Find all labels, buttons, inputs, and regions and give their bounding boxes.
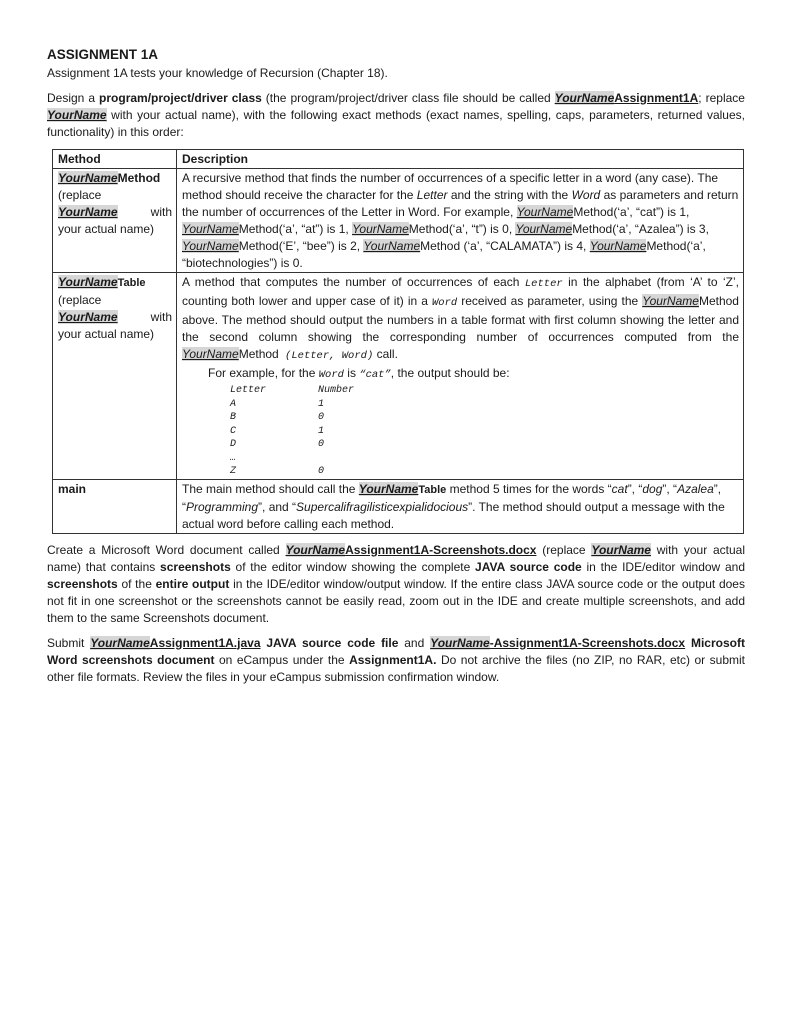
- methods-table: [52, 149, 744, 534]
- method-name-cell: YourNameTable (replace YourName with your actual name): [53, 273, 177, 480]
- design-paragraph: Design a program/project/driver class (the program/project/driver class file should be called YourNameAssignment1A; replace YourName with your actual name), with the following exact methods (exact names, spelling, caps, parameters, returned values, functionality) in this order:: [47, 91, 745, 139]
- example-line: For example, for the Word is “cat”, the output should be:: [208, 366, 510, 381]
- output-row: C 1: [230, 425, 325, 437]
- submit-paragraph: Submit YourNameAssignment1A.java JAVA source code file and YourName-Assignment1A-Screenshots.docx Microsoft Word screenshots document on eCampus under the Assignment1A. Do not archive the files (no ZIP, no RAR, etc) or submit other file formats. Review the files in your eCampus submission confirmation window.: [47, 635, 746, 684]
- method-description-cell: A method that computes the number of occurrences of each Letter in the alphabet (from ‘A’ to ‘Z’, counting both lower and upper case of it) in a Word received as parameter, using the YourNameMethod above. The method should output the numbers in a table format with first column showing the letter and the second column showing the corresponding number of occurrences computed from the YourNameMethod (Letter, Word) call. For example, for the Word is “cat”, the output should be: Letter Number A 1 B 0 C 1 D 0 … Z 0: [177, 273, 744, 480]
- output-header-row: Letter Number: [230, 385, 355, 396]
- table-header-row: [53, 150, 744, 169]
- example-output-table: [230, 384, 354, 479]
- method-description-cell: The main method should call the YourNameTable method 5 times for the words “cat”, “dog”, “Azalea”, “Programming”, and “Supercalifragilisticexpialidocious”. The method should output a message with the actual word before calling each method.: [177, 479, 744, 533]
- table-row: [53, 479, 744, 533]
- table-row: [53, 273, 744, 480]
- intro-text: Assignment 1A tests your knowledge of Recursion (Chapter 18).: [47, 66, 388, 80]
- assignment-document: [47, 46, 745, 686]
- header-method: Method: [53, 150, 177, 169]
- output-row: A 1: [230, 398, 325, 410]
- output-row: Z 0: [230, 466, 325, 477]
- method-name-cell: main: [53, 479, 177, 533]
- create-paragraph: Create a Microsoft Word document called YourNameAssignment1A-Screenshots.docx (replace YourName with your actual name) that contains screenshots of the editor window showing the complete JAVA source code in the IDE/editor window and screenshots of the entire output in the IDE/editor window/output window. If the entire class JAVA source code or the output does not fit in one screenshot or the screenshots cannot be easily read, zoom out in the IDE and create multiple screenshots, and add them to the same Screenshots document.: [47, 542, 746, 625]
- output-row: B 0: [230, 412, 325, 423]
- method-name-cell: YourNameMethod (replace YourName with your actual name): [53, 169, 177, 273]
- table-row: [53, 169, 744, 273]
- output-row: D 0: [230, 439, 325, 450]
- method-description-cell: A recursive method that finds the number of occurrences of a specific letter in a word (any case). The method should receive the character for the Letter and the string with the Word as parameters and return the number of occurrences of the Letter in Word. For example, YourNameMethod(‘a’, “cat”) is 1, YourNameMethod(‘a’, “at”) is 1, YourNameMethod(‘a’, “t”) is 0, YourNameMethod(‘a’, “Azalea”) is 3, YourNameMethod(‘E’, “bee”) is 2, YourNameMethod (‘a’, “CALAMATA”) is 4, YourNameMethod(‘a’, “biotechnologies”) is 0.: [177, 169, 744, 273]
- output-row: …: [230, 452, 237, 464]
- assignment-title: ASSIGNMENT 1A: [47, 47, 159, 62]
- header-description: Description: [177, 150, 744, 169]
